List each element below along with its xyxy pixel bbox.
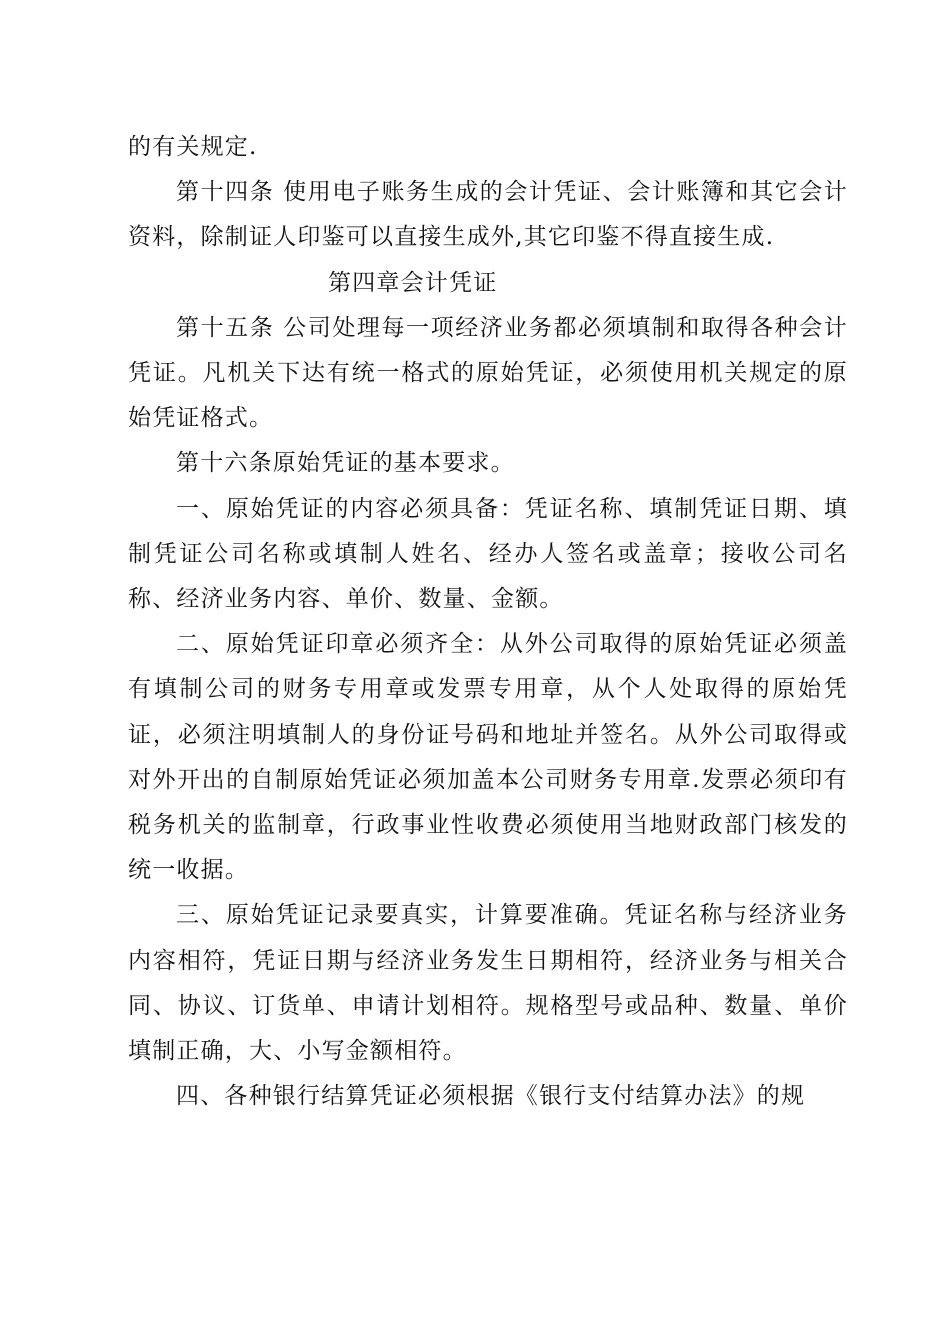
paragraph-article-16: 第十六条原始凭证的基本要求。 (176, 450, 515, 477)
paragraph-article-14: 第十四条 使用电子账务生成的会计凭证、会计账簿和其它会计资料，除制证人印鉴可以直接生成外,其它印鉴不得直接生成. (128, 179, 848, 251)
paragraph-item-4: 四、各种银行结算凭证必须根据《银行支付结算办法》的规 (176, 1083, 806, 1110)
document-body (128, 125, 848, 1119)
paragraph-continuation: 的有关规定. (128, 134, 258, 160)
paragraph-article-15: 第十五条 公司处理每一项经济业务都必须填制和取得各种会计凭证。凡机关下达有统一格式的原始凭证，必须使用机关规定的原始凭证格式。 (128, 314, 848, 432)
chapter-heading: 第四章会计凭证 (328, 269, 498, 296)
paragraph-item-2: 二、原始凭证印章必须齐全：从外公司取得的原始凭证必须盖有填制公司的财务专用章或发票专用章，从个人处取得的原始凭证，必须注明填制人的身份证号码和地址并签名。从外公司取得或对外开出的自制原始凭证必须加盖本公司财务专用章.发票必须印有税务机关的监制章，行政事业性收费必须使用当地财政部门核发的统一收据。 (128, 631, 848, 884)
paragraph-item-1: 一、原始凭证的内容必须具备：凭证名称、填制凭证日期、填制凭证公司名称或填制人姓名、经办人签名或盖章；接收公司名称、经济业务内容、单价、数量、金额。 (128, 495, 848, 613)
paragraph-item-3: 三、原始凭证记录要真实，计算要准确。凭证名称与经济业务内容相符，凭证日期与经济业务发生日期相符，经济业务与相关合同、协议、订货单、申请计划相符。规格型号或品种、数量、单价填制正确，大、小写金额相符。 (128, 902, 848, 1065)
